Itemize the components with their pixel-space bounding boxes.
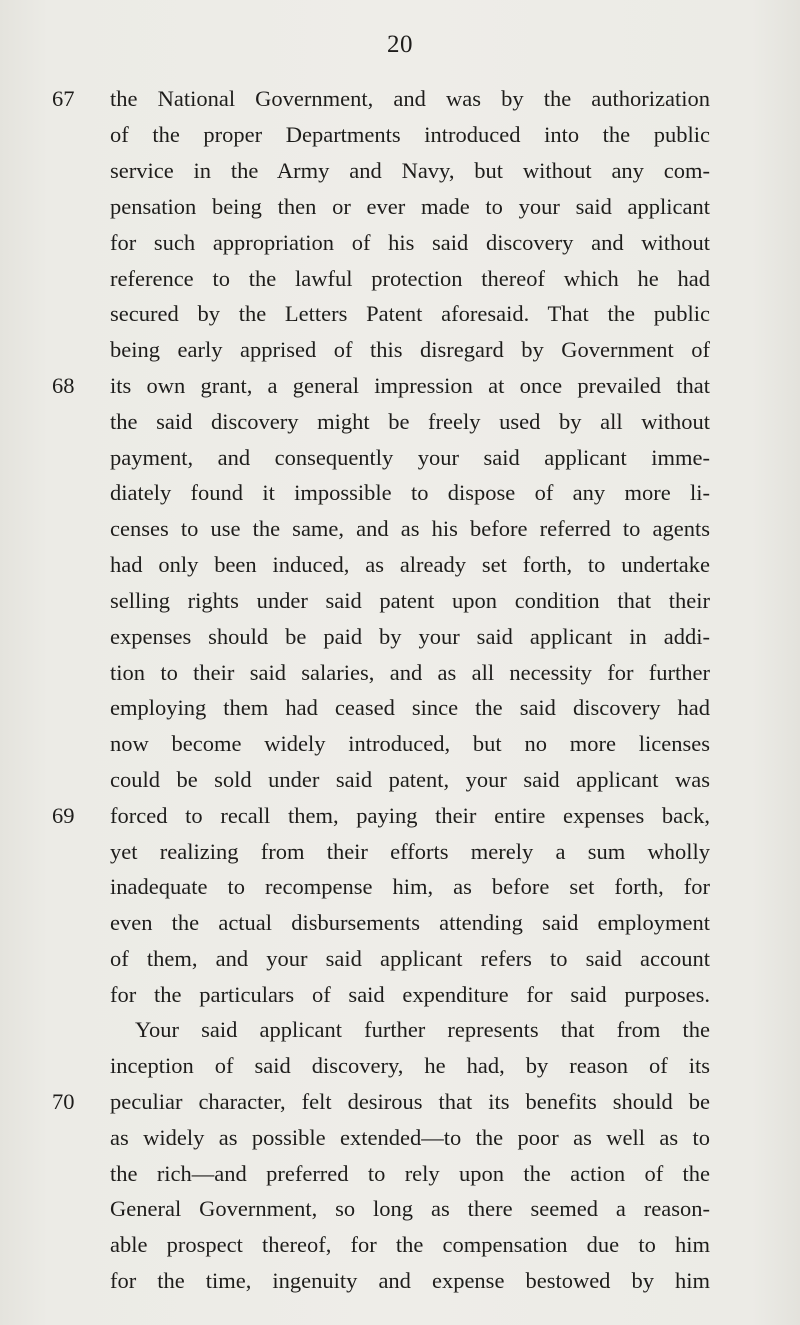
margin-line-number: 68 xyxy=(52,373,75,398)
text-line: Your said applicant further represents that from the xyxy=(135,1017,710,1042)
text-line: yet realizing from their efforts merely a sum wholly xyxy=(110,839,710,864)
text-line: reference to the lawful protection thereof which he had xyxy=(110,266,710,291)
text-line: employing them had ceased since the said discovery had xyxy=(110,695,710,720)
text-line: the said discovery might be freely used by all without xyxy=(110,409,710,434)
text-line: inception of said discovery, he had, by reason of its xyxy=(110,1053,710,1078)
text-line: for such appropriation of his said discovery and without xyxy=(110,230,710,255)
text-line: for the time, ingenuity and expense bestowed by him xyxy=(110,1268,710,1293)
text-line: for the particulars of said expenditure for said purposes. xyxy=(110,982,710,1007)
text-line: had only been induced, as already set forth, to undertake xyxy=(110,552,710,577)
text-line: tion to their said salaries, and as all necessity for further xyxy=(110,660,710,685)
text-line: peculiar character, felt desirous that its benefits should be xyxy=(110,1089,710,1114)
page-number: 20 xyxy=(387,31,413,58)
text-line: payment, and consequently your said applicant imme- xyxy=(110,445,710,470)
text-line: forced to recall them, paying their entire expenses back, xyxy=(110,803,710,828)
text-line: inadequate to recompense him, as before set forth, for xyxy=(110,874,710,899)
text-line: being early apprised of this disregard by Government of xyxy=(110,337,710,362)
text-line: of them, and your said applicant refers to said account xyxy=(110,946,710,971)
text-line: service in the Army and Navy, but without any com- xyxy=(110,158,710,183)
margin-line-number: 69 xyxy=(52,803,75,828)
text-line: selling rights under said patent upon condition that their xyxy=(110,588,710,613)
text-line: as widely as possible extended—to the poor as well as to xyxy=(110,1125,710,1150)
text-line: censes to use the same, and as his before referred to agents xyxy=(110,516,710,541)
margin-line-number: 70 xyxy=(52,1089,75,1114)
text-line: even the actual disbursements attending said employment xyxy=(110,910,710,935)
text-line: the rich—and preferred to rely upon the action of the xyxy=(110,1161,710,1186)
text-line: expenses should be paid by your said applicant in addi- xyxy=(110,624,710,649)
text-line: now become widely introduced, but no more licenses xyxy=(110,731,710,756)
text-line: pensation being then or ever made to your said applicant xyxy=(110,194,710,219)
text-line: secured by the Letters Patent aforesaid. That the public xyxy=(110,301,710,326)
text-line: able prospect thereof, for the compensation due to him xyxy=(110,1232,710,1257)
margin-line-number: 67 xyxy=(52,86,75,111)
text-line: could be sold under said patent, your said applicant was xyxy=(110,767,710,792)
text-line: diately found it impossible to dispose of any more li- xyxy=(110,480,710,505)
text-line: of the proper Departments introduced into the public xyxy=(110,122,710,147)
text-line: its own grant, a general impression at once prevailed that xyxy=(110,373,710,398)
text-line: the National Government, and was by the authorization xyxy=(110,86,710,111)
text-line: General Government, so long as there seemed a reason- xyxy=(110,1196,710,1221)
